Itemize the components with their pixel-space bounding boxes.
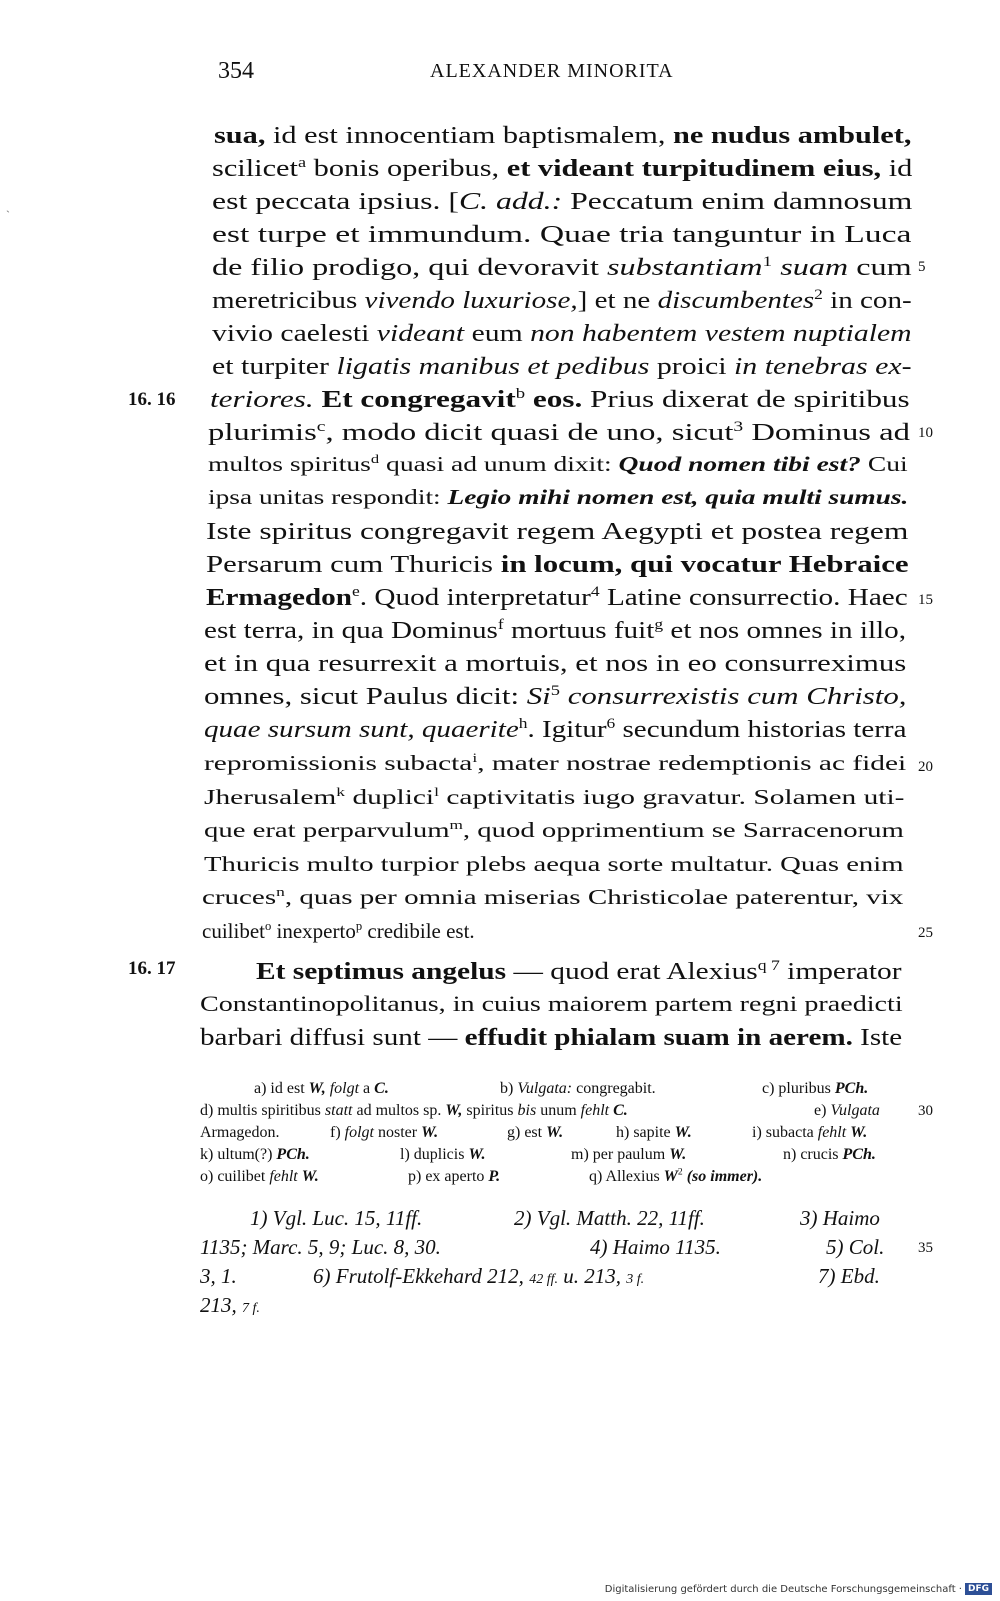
text-run: Vulgata xyxy=(830,1102,880,1119)
line-number: 5 xyxy=(918,259,926,275)
text-run: bonis operibus, xyxy=(306,155,507,182)
text-run: W. xyxy=(301,1168,319,1185)
text-line xyxy=(208,452,908,477)
text-run: omnes, sicut Paulus dicit: xyxy=(204,683,527,710)
text-line xyxy=(256,958,902,986)
apparatus-note xyxy=(254,1080,389,1098)
text-run xyxy=(314,386,322,413)
superscript-marker: e xyxy=(352,583,360,600)
text-run: meretricibus xyxy=(212,287,365,314)
text-run: W. xyxy=(669,1146,687,1163)
apparatus-note xyxy=(783,1146,876,1164)
text-run: W xyxy=(663,1168,678,1185)
text-run: ipsa unitas respondit: xyxy=(208,485,448,509)
text-run: Iste spiritus congregavit regem Aegypti et postea regem xyxy=(206,518,909,545)
superscript-marker: b xyxy=(515,385,526,402)
superscript-marker: 4 xyxy=(590,583,600,600)
text-run: C. add.: xyxy=(458,188,563,215)
text-run: u. 213, xyxy=(557,1264,627,1288)
text-line xyxy=(206,518,908,546)
text-run: in tenebras ex- xyxy=(733,353,912,380)
text-line xyxy=(206,584,908,612)
text-run: c) pluribus xyxy=(762,1080,835,1097)
text-line xyxy=(200,991,903,1017)
text-line xyxy=(204,818,904,843)
text-run: C. xyxy=(613,1102,628,1119)
text-run: proici xyxy=(649,353,734,380)
text-run: a xyxy=(359,1080,375,1097)
verse-reference: 16. 17 xyxy=(128,958,176,979)
text-run: teriores. xyxy=(210,386,314,413)
text-run: W, xyxy=(308,1080,326,1097)
text-run: PCh. xyxy=(842,1146,876,1163)
text-run: statt xyxy=(324,1102,353,1119)
source-note xyxy=(250,1206,422,1231)
text-line xyxy=(210,386,910,414)
text-line xyxy=(204,716,907,744)
text-run: vivio caelesti xyxy=(212,320,377,347)
apparatus-note xyxy=(814,1102,880,1120)
text-run: eos. xyxy=(532,386,583,413)
text-line xyxy=(212,353,912,381)
text-run: discumbentes xyxy=(657,287,815,314)
text-run: multos spiritus xyxy=(208,452,371,476)
text-line xyxy=(204,683,906,711)
text-run: 7) Ebd. xyxy=(818,1264,880,1288)
text-run: fehlt xyxy=(817,1124,847,1141)
text-run: g) est xyxy=(507,1124,547,1141)
text-run: l) duplicis xyxy=(400,1146,469,1163)
text-run: Peccatum enim damnosum xyxy=(562,188,913,215)
superscript-marker: k xyxy=(336,785,346,799)
text-run: , quas per omnia miserias Christicolae paterentur, vix xyxy=(284,885,904,909)
text-run: Vulgata: xyxy=(517,1080,573,1097)
text-run: o) cuilibet xyxy=(200,1168,270,1185)
text-run: congregabit. xyxy=(572,1080,656,1097)
text-line xyxy=(204,617,906,645)
verse-reference: 16. 16 xyxy=(128,389,176,410)
text-run: captivitatis iugo gravatur. Solamen uti- xyxy=(439,785,905,809)
text-run xyxy=(525,386,533,413)
text-run: i) subacta xyxy=(752,1124,818,1141)
text-run: imperator xyxy=(779,958,902,985)
text-line xyxy=(212,254,912,282)
apparatus-note xyxy=(500,1080,656,1098)
text-run xyxy=(772,254,780,281)
superscript-marker: c xyxy=(316,418,326,435)
superscript-marker: 1 xyxy=(762,253,773,270)
apparatus-note xyxy=(200,1124,280,1142)
source-note xyxy=(200,1293,260,1318)
text-run: in locum, qui vocatur Hebraice xyxy=(500,551,909,578)
text-run: vivendo luxuriose, xyxy=(364,287,578,314)
text-run: ne nudus ambulet, xyxy=(672,122,912,149)
text-run: 1) Vgl. Luc. 15, 11ff. xyxy=(250,1206,423,1230)
text-run: Cui xyxy=(860,452,908,476)
apparatus-note xyxy=(400,1146,485,1164)
text-line xyxy=(202,885,903,910)
text-line xyxy=(212,320,912,348)
text-run: barbari diffusi sunt — xyxy=(200,1024,465,1051)
apparatus-note xyxy=(200,1168,319,1186)
line-number: 10 xyxy=(918,425,933,441)
text-run: et videant turpitudinem eius, xyxy=(506,155,882,182)
text-run: n) crucis xyxy=(783,1146,843,1163)
superscript-marker: 5 xyxy=(550,682,560,699)
superscript-marker: 2 xyxy=(814,286,823,303)
text-run: cuilibet xyxy=(202,919,265,943)
text-run: ] et ne xyxy=(577,287,658,314)
text-line xyxy=(206,551,909,579)
text-run: Constantinopolitanus, in cuius maiorem partem regni praedicti xyxy=(200,991,903,1016)
text-run: substantiam xyxy=(606,254,763,281)
text-run: Thuricis multo turpior plebs aequa sorte multatur. Quas enim xyxy=(204,852,904,876)
superscript-marker: n xyxy=(276,885,285,899)
apparatus-note xyxy=(408,1168,500,1186)
line-number: 15 xyxy=(918,592,933,608)
text-run: W. xyxy=(468,1146,486,1163)
text-run: Latine consurrectio. Haec xyxy=(599,584,908,611)
text-run: W. xyxy=(421,1124,439,1141)
text-run: 7 f. xyxy=(242,1301,260,1316)
apparatus-note xyxy=(507,1124,563,1142)
text-run: bis xyxy=(517,1102,537,1119)
text-line xyxy=(204,852,904,877)
text-run: est peccata ipsius. [ xyxy=(212,188,459,215)
superscript-marker: o xyxy=(264,919,272,933)
text-run: W. xyxy=(674,1124,692,1141)
text-run: Et septimus angelus xyxy=(256,958,507,985)
line-number: 35 xyxy=(918,1240,933,1256)
text-line xyxy=(202,919,475,944)
text-run: plurimis xyxy=(208,419,317,446)
text-run: non habentem vestem nuptialem xyxy=(530,320,912,347)
source-note xyxy=(313,1264,644,1289)
source-note xyxy=(826,1235,884,1260)
superscript-marker: f xyxy=(497,616,504,633)
text-run: id est innocentiam baptismalem, xyxy=(265,122,673,149)
text-line xyxy=(214,122,911,150)
text-run: 4) Haimo 1135. xyxy=(590,1235,721,1259)
footer-credit xyxy=(605,1583,992,1595)
text-run: et turpiter xyxy=(212,353,337,380)
text-run: repromissionis subacta xyxy=(204,751,473,775)
text-line xyxy=(204,751,906,776)
superscript-marker: a xyxy=(297,154,307,171)
text-run: unum xyxy=(536,1102,581,1119)
text-run: f) xyxy=(330,1124,345,1141)
text-run: 213, xyxy=(200,1293,242,1317)
text-run: p) ex aperto xyxy=(408,1168,489,1185)
superscript-marker: p xyxy=(355,919,363,933)
text-line xyxy=(208,419,910,447)
text-run: 3 f. xyxy=(626,1272,645,1287)
apparatus-note xyxy=(571,1146,686,1164)
source-note xyxy=(800,1206,880,1231)
text-run: consurrexistis cum Christo, xyxy=(567,683,907,710)
superscript-marker: g xyxy=(654,616,664,633)
text-run: 6) Frutolf-Ekkehard 212, xyxy=(313,1264,530,1288)
text-run: in con- xyxy=(822,287,912,314)
text-run: Dominus ad xyxy=(743,419,910,446)
text-run: , mater nostrae redemptionis ac fidei xyxy=(477,751,907,775)
text-run: Legio mihi nomen est, quia multi sumus. xyxy=(447,485,909,509)
text-line xyxy=(208,485,908,510)
apparatus-note xyxy=(616,1124,692,1142)
text-run: m) per paulum xyxy=(571,1146,670,1163)
text-run: Ermagedon xyxy=(206,584,353,611)
running-title: ALEXANDER MINORITA xyxy=(430,60,674,82)
text-run: d) multis spiritibus xyxy=(200,1102,325,1119)
text-run: b) xyxy=(500,1080,518,1097)
text-run: e) xyxy=(814,1102,831,1119)
apparatus-note xyxy=(330,1124,438,1142)
text-run: a) id est xyxy=(254,1080,309,1097)
text-line xyxy=(212,287,912,315)
text-run: fehlt xyxy=(269,1168,298,1185)
text-run: id xyxy=(881,155,913,182)
text-run: Armagedon. xyxy=(200,1124,280,1141)
text-run: W, xyxy=(445,1102,463,1119)
superscript-marker: i xyxy=(472,751,478,765)
text-line xyxy=(212,221,911,249)
text-run: — quod erat Alexius xyxy=(506,958,758,985)
text-run: que erat perparvulum xyxy=(204,818,450,842)
apparatus-note xyxy=(589,1168,762,1186)
text-run: , quod opprimentium se Sarracenorum xyxy=(462,818,904,842)
apparatus-note xyxy=(200,1102,628,1120)
apparatus-note xyxy=(752,1124,867,1142)
text-run: ligatis manibus et pedibus xyxy=(336,353,650,380)
text-run: credibile est. xyxy=(362,919,475,943)
source-note xyxy=(200,1264,237,1289)
text-run: est terra, in qua Dominus xyxy=(204,617,498,644)
superscript-marker: l xyxy=(434,785,440,799)
text-run: PCh. xyxy=(276,1146,310,1163)
text-run: suam xyxy=(780,254,849,281)
text-run: folgt xyxy=(329,1080,360,1097)
text-run: Persarum cum Thuricis xyxy=(206,551,501,578)
text-line xyxy=(212,188,912,216)
footer-credit-text: Digitalisierung gefördert durch die Deutsche Forschungsgemeinschaft · xyxy=(604,1583,962,1595)
text-line xyxy=(204,650,906,678)
text-run: (so immer). xyxy=(686,1168,763,1185)
source-note xyxy=(200,1235,441,1260)
scan-mark: ˎ xyxy=(6,199,10,213)
text-run: 42 ff. xyxy=(529,1272,558,1287)
superscript-marker: 2 xyxy=(677,1166,683,1178)
text-run: videant xyxy=(376,320,465,347)
text-run: PCh. xyxy=(834,1080,869,1097)
text-run: quasi ad unum dixit: xyxy=(379,452,619,476)
line-number: 20 xyxy=(918,759,933,775)
text-run: h) sapite xyxy=(616,1124,675,1141)
text-run: de filio prodigo, qui devoravit xyxy=(212,254,607,281)
text-run: quae sursum sunt, quaerite xyxy=(204,716,519,743)
text-run: duplici xyxy=(345,785,435,809)
source-note xyxy=(818,1264,880,1289)
text-line xyxy=(200,1024,902,1052)
source-note xyxy=(514,1206,705,1231)
text-run: C. xyxy=(374,1080,389,1097)
text-run: Jherusalem xyxy=(204,785,337,809)
line-number: 30 xyxy=(918,1103,933,1119)
text-run: W. xyxy=(546,1124,564,1141)
text-run: eum xyxy=(464,320,531,347)
text-run: Iste xyxy=(852,1024,903,1051)
text-run: . Igitur xyxy=(527,716,607,743)
text-run: est turpe et immundum. Quae tria tanguntur in Luca xyxy=(212,221,912,248)
text-run: ad multos sp. xyxy=(352,1102,446,1119)
text-run: k) ultum(?) xyxy=(200,1146,277,1163)
text-run: , modo dicit quasi de uno, sicut xyxy=(325,419,734,446)
text-run: et nos omnes in illo, xyxy=(663,617,907,644)
text-run: spiritus xyxy=(462,1102,518,1119)
source-note xyxy=(590,1235,721,1260)
text-run: scilicet xyxy=(212,155,298,182)
text-run: inexperto xyxy=(271,919,356,943)
text-run: effudit phialam suam in aerem. xyxy=(464,1024,853,1051)
text-run: noster xyxy=(374,1124,422,1141)
apparatus-note xyxy=(200,1146,310,1164)
text-run: secundum historias terra xyxy=(615,716,907,743)
superscript-marker: 6 xyxy=(606,715,616,732)
text-run: 2) Vgl. Matth. 22, 11ff. xyxy=(514,1206,705,1230)
text-run: 5) Col. xyxy=(826,1235,885,1259)
text-run: cruces xyxy=(202,885,277,909)
text-run: Et congregavit xyxy=(321,386,516,413)
text-run: 3) Haimo xyxy=(800,1206,880,1230)
text-run: 1135; Marc. 5, 9; Luc. 8, 30. xyxy=(200,1235,441,1259)
superscript-marker: m xyxy=(449,818,463,832)
page-number: 354 xyxy=(218,58,254,84)
line-number: 25 xyxy=(918,925,933,941)
text-run: sua, xyxy=(214,122,266,149)
text-run: Quod nomen tibi est? xyxy=(618,452,861,476)
superscript-marker: d xyxy=(370,452,380,466)
text-run: W. xyxy=(850,1124,868,1141)
text-run: mortuus fuit xyxy=(503,617,655,644)
text-run: et in qua resurrexit a mortuis, et nos in eo consurreximus xyxy=(204,650,907,677)
dfg-logo-icon: DFG xyxy=(965,1583,992,1595)
text-run xyxy=(560,683,568,710)
text-run: P. xyxy=(488,1168,501,1185)
text-run: . Quod interpretatur xyxy=(359,584,591,611)
superscript-marker: h xyxy=(518,715,528,732)
superscript-marker: 3 xyxy=(733,418,744,435)
superscript-marker: q 7 xyxy=(757,957,780,974)
text-run: fehlt xyxy=(580,1102,610,1119)
text-run: q) Allexius xyxy=(589,1168,664,1185)
text-line xyxy=(212,155,912,183)
text-run: cum xyxy=(848,254,912,281)
apparatus-note xyxy=(762,1080,868,1098)
text-run: folgt xyxy=(344,1124,374,1141)
text-line xyxy=(204,785,904,810)
text-run: Si xyxy=(526,683,551,710)
text-run: Prius dixerat de spiritibus xyxy=(582,386,910,413)
text-run: 3, 1. xyxy=(200,1264,237,1288)
